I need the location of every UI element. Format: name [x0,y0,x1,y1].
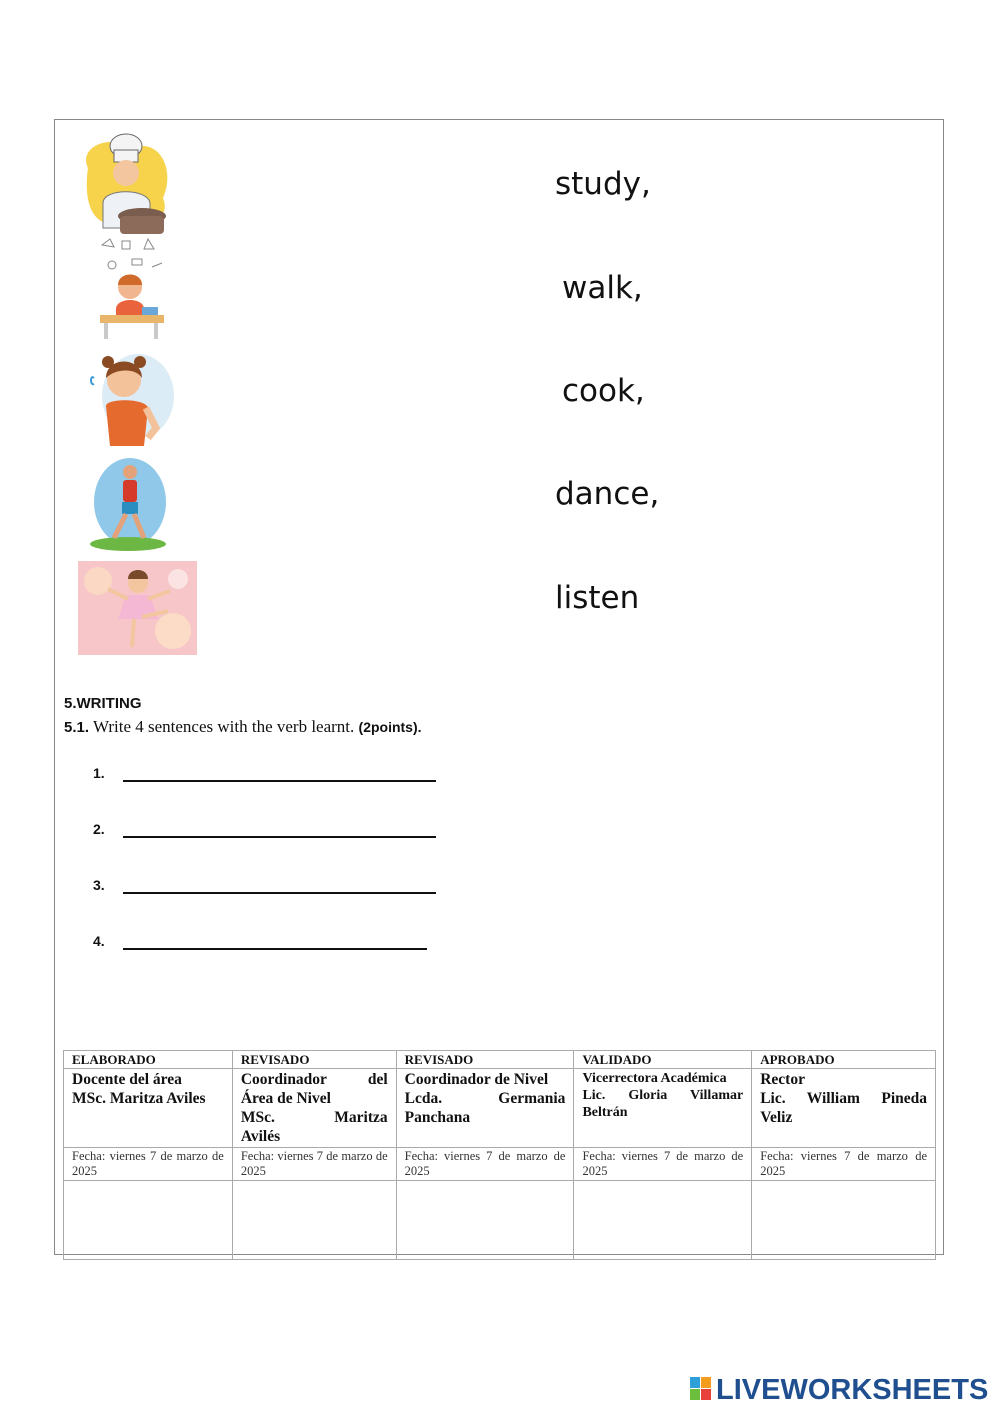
answer-line[interactable] [123,948,427,950]
logo-blocks-icon [690,1377,712,1401]
signer-role: Coordinador de Nivel [404,1071,549,1088]
header-validado: VALIDADO [574,1051,752,1069]
verb-word: dance, [555,476,660,512]
signature-space [396,1181,574,1260]
signer-role: Docente del área [72,1071,182,1088]
liveworksheets-logo[interactable] [690,1374,988,1407]
signer-role: Rector [760,1071,805,1088]
verb-word: study, [555,166,651,202]
girl-listening-image [86,348,176,448]
signer-name: Lic. Gloria Villamar [582,1088,744,1103]
girl-studying-image [92,237,172,341]
header-revisado: REVISADO [232,1051,396,1069]
verb-word: cook, [562,373,645,409]
signature-space [752,1181,936,1260]
brand-name: LIVEWORKSHEETS [716,1374,989,1406]
signature-space [64,1181,233,1260]
signer-name: MSc. Maritza Aviles [72,1090,206,1107]
signer-name: Lcda. Germania [404,1090,566,1107]
answer-number: 3. [93,877,105,893]
answer-number: 4. [93,933,105,949]
answer-line[interactable] [123,892,436,894]
instruction-number: 5.1. [64,719,90,736]
date-cell: Fecha: viernes 7 de marzo de 2025 [232,1148,396,1181]
signer-cell [232,1069,396,1148]
date-cell: Fecha: viernes 7 de marzo de 2025 [752,1148,936,1181]
section-heading: 5.WRITING [64,695,142,712]
header-aprobado: APROBADO [752,1051,936,1069]
signer-name: Veliz [760,1109,793,1126]
signer-name: Avilés [240,1128,281,1145]
signer-role: Vicerrectora Académica [582,1071,727,1086]
signature-table [63,1050,936,1260]
instruction [64,717,422,737]
signature-space [232,1181,396,1260]
signer-name: Lic. William Pineda [760,1090,927,1107]
signer-role: Área de Nivel [240,1090,331,1107]
verb-word: walk, [562,270,643,306]
boy-walking-image [88,456,170,552]
answer-number: 2. [93,821,105,837]
signer-cell [396,1069,574,1148]
girl-dancing-image [78,561,197,655]
signer-name: Panchana [404,1109,471,1126]
instruction-points: (2points). [358,719,422,735]
answer-line[interactable] [123,780,436,782]
signer-name: Beltrán [582,1105,628,1120]
verb-word: listen [555,580,640,616]
answer-number: 1. [93,765,105,781]
signer-cell [64,1069,233,1148]
header-revisado: REVISADO [396,1051,574,1069]
header-elaborado: ELABORADO [64,1051,233,1069]
date-cell: Fecha: viernes 7 de marzo de 2025 [64,1148,233,1181]
date-cell: Fecha: viernes 7 de marzo de 2025 [574,1148,752,1181]
signer-cell [752,1069,936,1148]
answer-line[interactable] [123,836,436,838]
signer-name: MSc. Maritza [240,1109,388,1126]
signature-space [574,1181,752,1260]
signer-cell [574,1069,752,1148]
chef-cooking-image [78,128,176,236]
instruction-text: Write 4 sentences with the verb learnt. [89,717,359,736]
signer-role: Coordinador del [240,1071,388,1088]
date-cell: Fecha: viernes 7 de marzo de 2025 [396,1148,574,1181]
